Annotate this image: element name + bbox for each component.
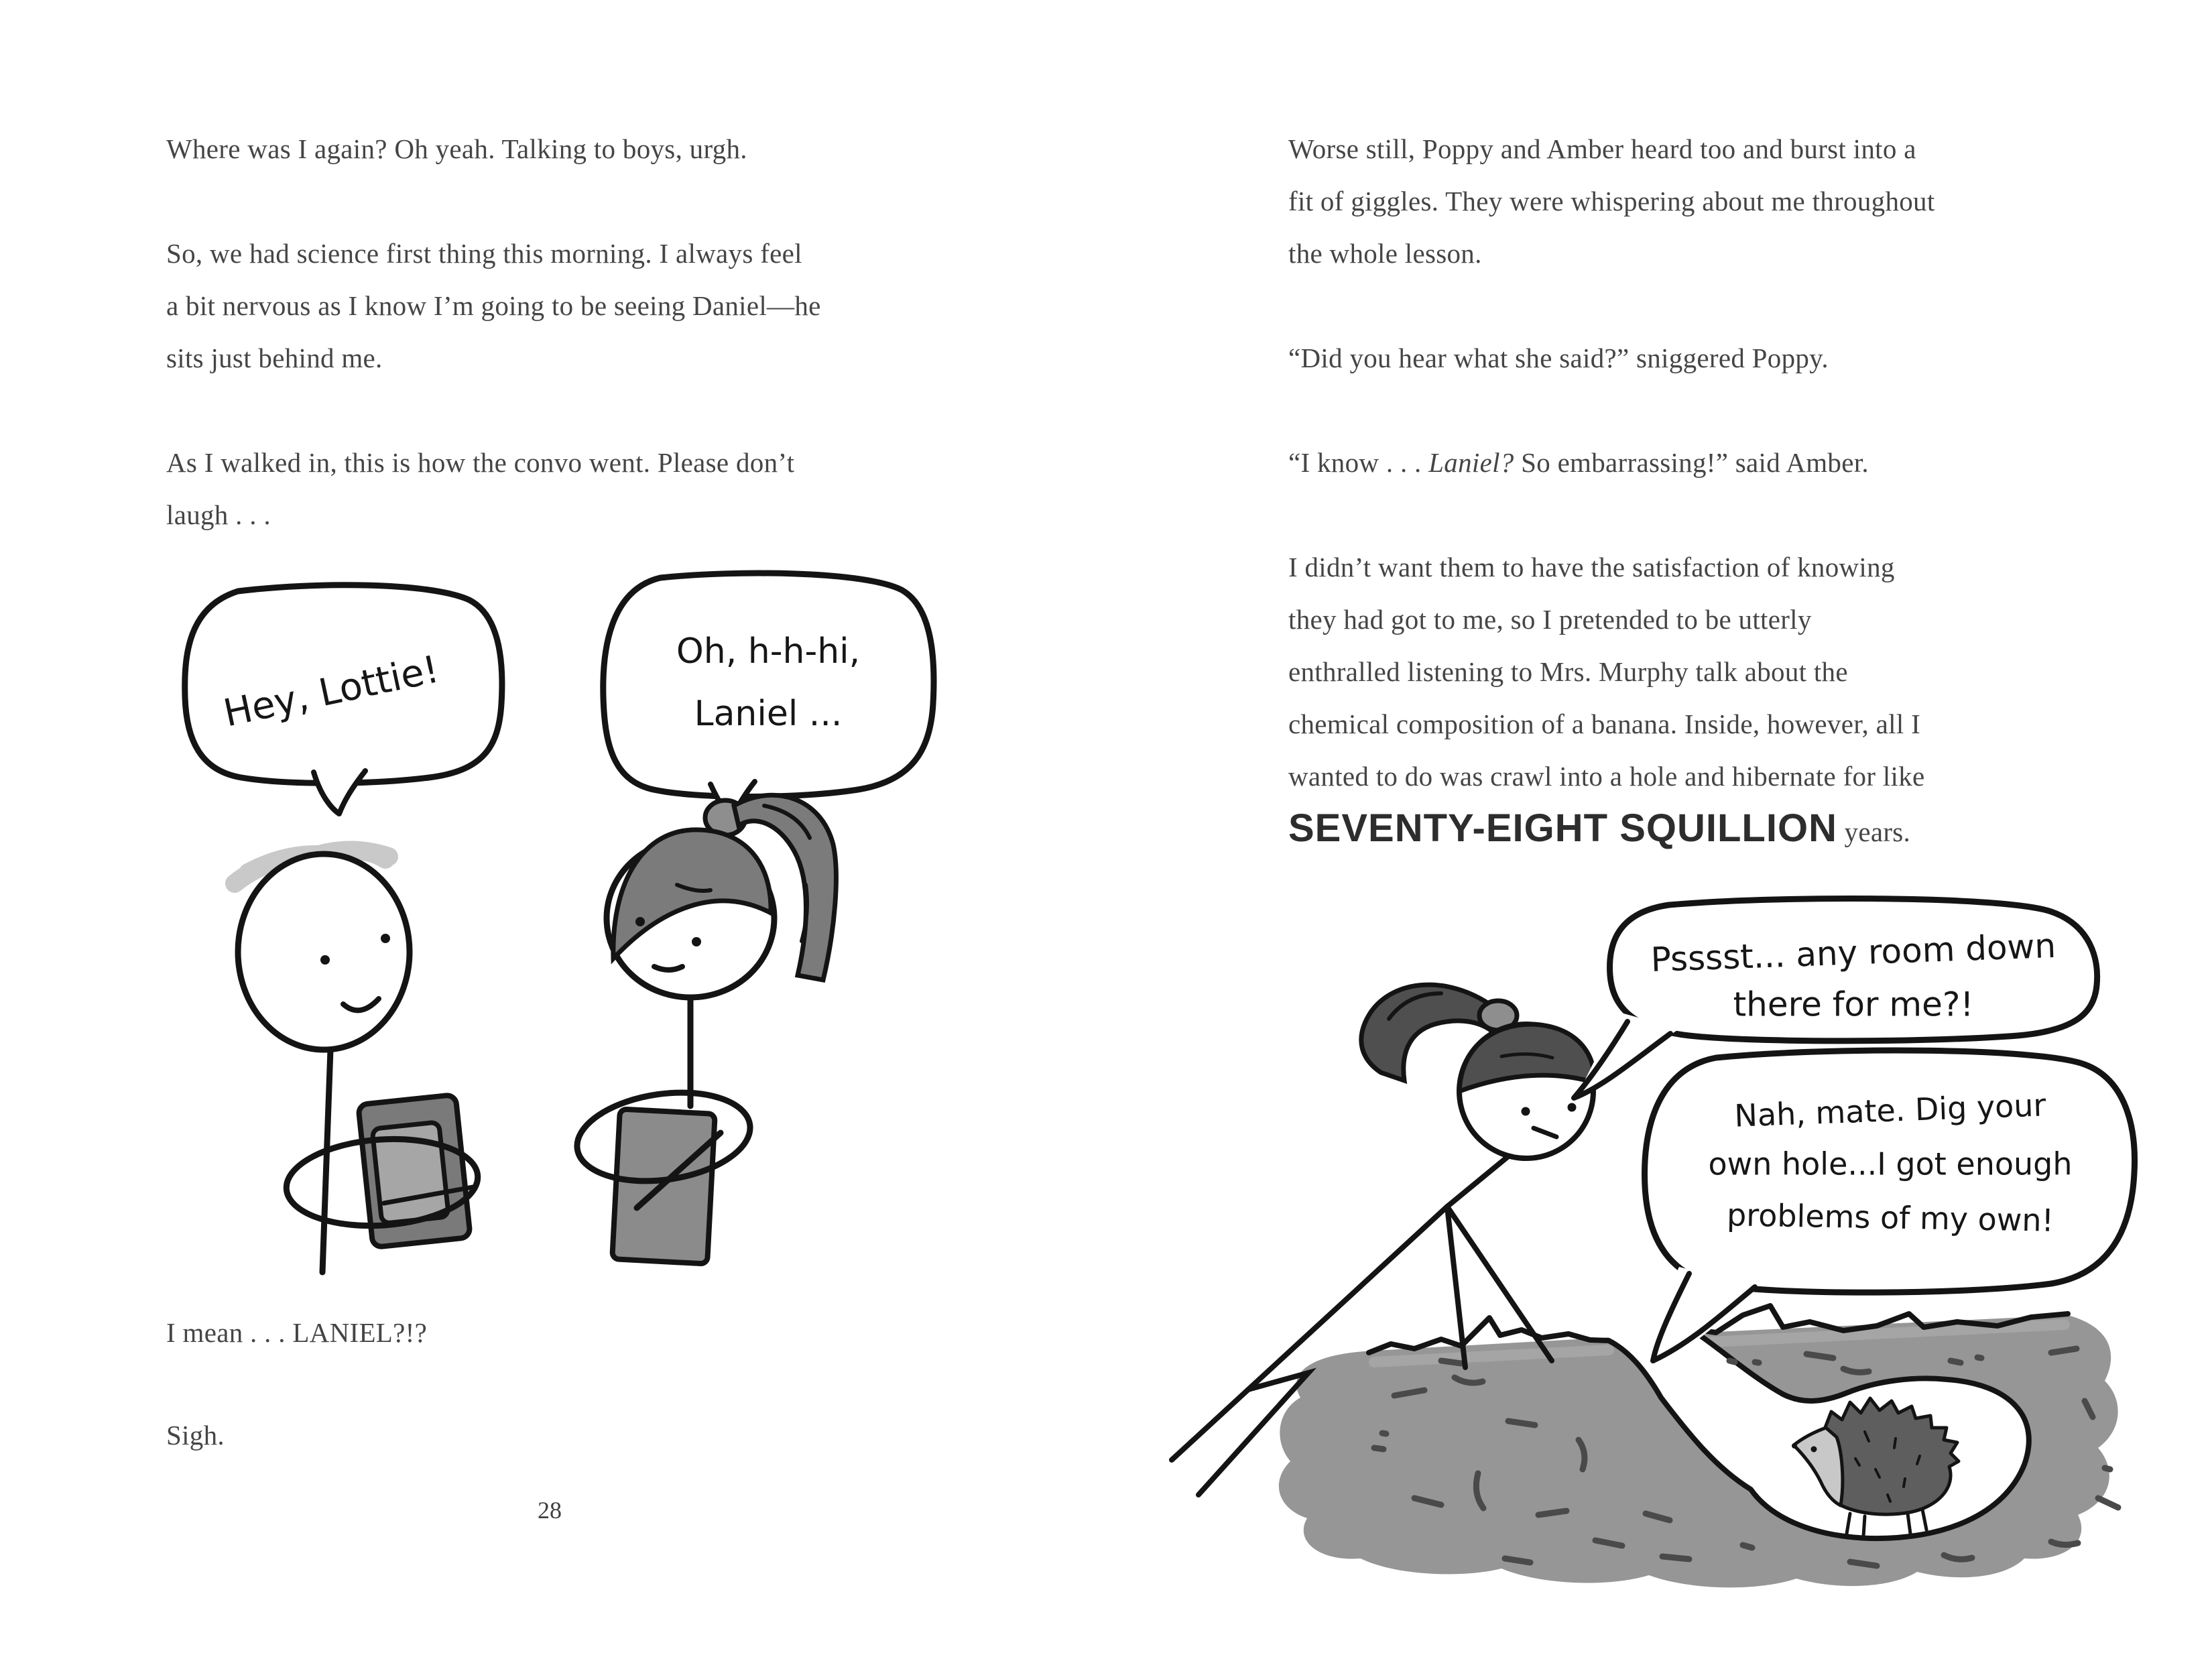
ground	[1279, 1306, 2118, 1587]
paragraph-line: sits just behind me.	[166, 343, 383, 373]
paragraph-line: Worse still, Poppy and Amber heard too and burst into a	[1288, 133, 1916, 164]
right-illustration	[972, 892, 2152, 1642]
emphasis-line	[1288, 802, 2133, 855]
bubble-text-boy: Hey, Lottie!	[220, 648, 443, 736]
bubble-text-girl-2: Laniel ...	[694, 694, 843, 734]
bubble-nah-line-3: problems of my own!	[1726, 1196, 2054, 1239]
quote-start: “I know . . .	[1288, 447, 1429, 478]
paragraph-line	[1288, 436, 2133, 489]
speech-bubble-girl	[603, 573, 934, 819]
left-illustration	[168, 570, 972, 1347]
stick-figure-boy	[235, 850, 481, 1272]
blank-line	[166, 384, 997, 436]
bubble-text-girl-1: Oh, h-h-hi,	[676, 631, 861, 672]
bubble-nah-line-1: Nah, mate. Dig your	[1733, 1087, 2047, 1134]
left-after-line-2: Sigh.	[166, 1420, 225, 1451]
paragraph-line: Where was I again? Oh yeah. Talking to boys, urgh.	[166, 133, 747, 164]
paragraph-line: As I walked in, this is how the convo went. Please don’t	[166, 447, 795, 478]
speech-bubble-boy	[185, 585, 502, 814]
paragraph-line: they had got to me, so I pretended to be utterly	[1288, 604, 1812, 635]
blank-line	[1288, 384, 2133, 436]
paragraph-line: I didn’t want them to have the satisfaction of knowing	[1288, 552, 1895, 582]
stick-figure-girl	[571, 795, 836, 1264]
bubble-psst-line-2: there for me?!	[1733, 985, 1974, 1024]
left-after-line-1: I mean . . . LANIEL?!?	[166, 1317, 428, 1348]
italic-name: Laniel?	[1428, 447, 1514, 478]
paragraph-line: enthralled listening to Mrs. Murphy talk about the	[1288, 656, 1848, 687]
blank-line	[1288, 280, 2133, 332]
quote-end: So embarrassing!” said Amber.	[1514, 447, 1869, 478]
bubble-psst-line-1: Psssst... any room down	[1650, 926, 2057, 980]
paragraph-line: the whole lesson.	[1288, 238, 1482, 269]
paragraph-line: laugh . . .	[166, 499, 271, 530]
emphasis-suffix: years.	[1837, 816, 1911, 847]
right-page-text	[1288, 123, 2133, 855]
paragraph-line: wanted to do was crawl into a hole and hibernate for like	[1288, 761, 1925, 792]
paragraph-line: a bit nervous as I know I’m going to be seeing Daniel—he	[166, 290, 821, 321]
blank-line	[166, 175, 997, 227]
paragraph-line: fit of giggles. They were whispering about me throughout	[1288, 186, 1935, 217]
page-number: 28	[538, 1497, 562, 1524]
left-page-text	[166, 123, 997, 541]
bubble-nah-line-2: own hole...I got enough	[1708, 1146, 2073, 1182]
paragraph-line: So, we had science first thing this morning. I always feel	[166, 238, 802, 269]
paragraph-line: “Did you hear what she said?” sniggered Poppy.	[1288, 343, 1829, 373]
blank-line	[1288, 489, 2133, 541]
emphasis-text: SEVENTY-EIGHT SQUILLION	[1288, 806, 1837, 850]
paragraph-line: chemical composition of a banana. Inside, however, all I	[1288, 709, 1921, 739]
